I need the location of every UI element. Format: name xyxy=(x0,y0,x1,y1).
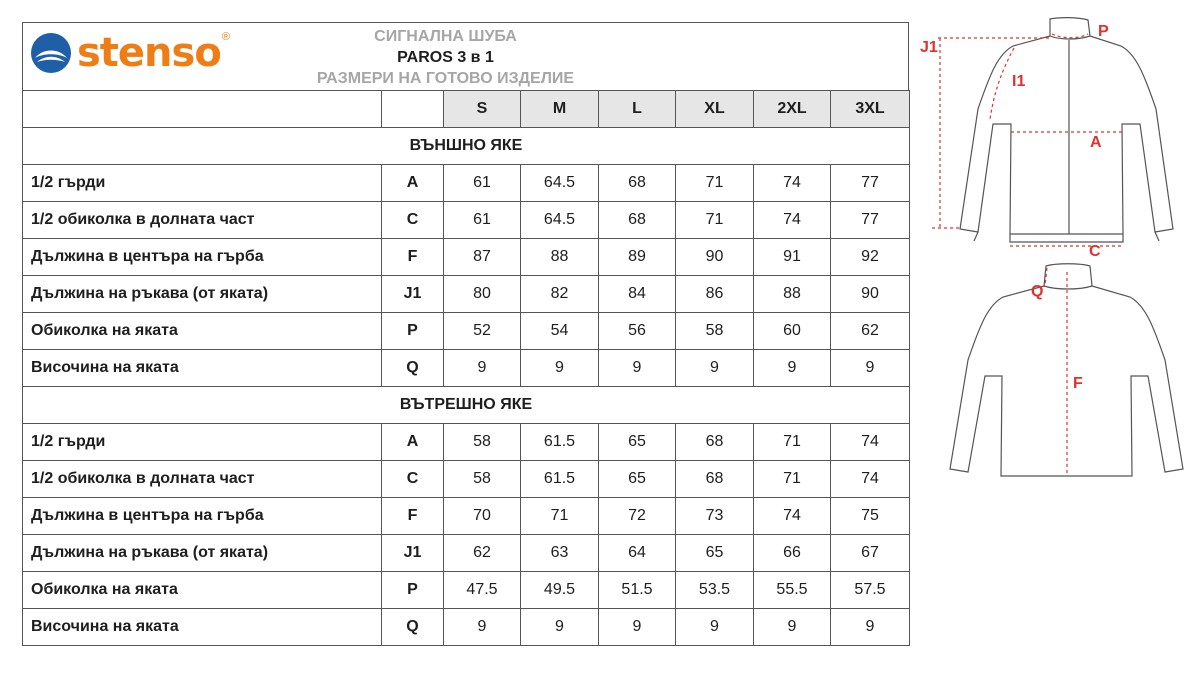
measurement-value: 58 xyxy=(444,461,521,498)
measurement-value: 53.5 xyxy=(676,572,754,609)
empty-code-cell xyxy=(382,91,444,128)
product-type: СИГНАЛНА ШУБА xyxy=(374,28,517,45)
size-l: L xyxy=(599,91,676,128)
measurement-value: 68 xyxy=(676,461,754,498)
section-header-row xyxy=(23,387,910,424)
jacket-outline-drawing xyxy=(918,14,1188,484)
measurement-value: 71 xyxy=(754,424,831,461)
measurement-row xyxy=(23,572,910,609)
measurement-value: 55.5 xyxy=(754,572,831,609)
measurement-value: 9 xyxy=(599,609,676,646)
measurement-label: Дължина в центъра на гърба xyxy=(23,239,382,276)
measurement-value: 49.5 xyxy=(521,572,599,609)
measurement-value: 58 xyxy=(676,313,754,350)
measurement-value: 9 xyxy=(831,609,910,646)
measurement-value: 64.5 xyxy=(521,202,599,239)
measurement-value: 62 xyxy=(831,313,910,350)
label-j1: J1 xyxy=(920,39,938,56)
measurement-value: 68 xyxy=(599,165,676,202)
label-f: F xyxy=(1073,375,1083,392)
measurement-row xyxy=(23,609,910,646)
measurement-label: Дължина на ръкава (от яката) xyxy=(23,535,382,572)
measurement-value: 64 xyxy=(599,535,676,572)
measurement-value: 54 xyxy=(521,313,599,350)
measurement-code: F xyxy=(382,239,444,276)
measurement-label: Дължина в центъра на гърба xyxy=(23,498,382,535)
measurement-row xyxy=(23,461,910,498)
measurement-value: 9 xyxy=(754,350,831,387)
measurement-row xyxy=(23,313,910,350)
measurement-value: 65 xyxy=(599,461,676,498)
size-s: S xyxy=(444,91,521,128)
size-m: M xyxy=(521,91,599,128)
measurement-value: 62 xyxy=(444,535,521,572)
measurement-value: 52 xyxy=(444,313,521,350)
section-title: ВЪТРЕШНО ЯКЕ xyxy=(23,387,910,424)
measurement-label: 1/2 гърди xyxy=(23,165,382,202)
measurement-value: 64.5 xyxy=(521,165,599,202)
label-a: A xyxy=(1090,134,1102,151)
product-name: PAROS 3 в 1 xyxy=(397,49,494,66)
measurement-value: 71 xyxy=(521,498,599,535)
measurement-value: 77 xyxy=(831,165,910,202)
measurement-value: 74 xyxy=(831,461,910,498)
measurement-value: 9 xyxy=(521,609,599,646)
measurement-label: Обиколка на яката xyxy=(23,313,382,350)
measurement-code: J1 xyxy=(382,276,444,313)
measurement-value: 92 xyxy=(831,239,910,276)
measurement-code: F xyxy=(382,498,444,535)
measurement-value: 87 xyxy=(444,239,521,276)
label-q: Q xyxy=(1031,283,1044,300)
measurement-row xyxy=(23,202,910,239)
measurement-value: 58 xyxy=(444,424,521,461)
measurement-code: Q xyxy=(382,350,444,387)
measurement-value: 90 xyxy=(676,239,754,276)
measurement-value: 74 xyxy=(754,498,831,535)
measurement-value: 9 xyxy=(676,350,754,387)
measurement-code: J1 xyxy=(382,535,444,572)
measurement-row xyxy=(23,350,910,387)
measurement-row xyxy=(23,165,910,202)
measurement-value: 91 xyxy=(754,239,831,276)
measurement-code: C xyxy=(382,202,444,239)
measurement-value: 56 xyxy=(599,313,676,350)
measurement-value: 67 xyxy=(831,535,910,572)
measurement-code: A xyxy=(382,165,444,202)
measurement-value: 9 xyxy=(521,350,599,387)
label-i1: I1 xyxy=(1012,73,1026,90)
measurement-value: 9 xyxy=(676,609,754,646)
measurement-value: 88 xyxy=(754,276,831,313)
measurement-label: 1/2 гърди xyxy=(23,424,382,461)
stenso-logo-icon xyxy=(29,31,73,75)
measurement-value: 88 xyxy=(521,239,599,276)
measurement-code: P xyxy=(382,313,444,350)
measurement-code: C xyxy=(382,461,444,498)
measurement-row xyxy=(23,424,910,461)
measurement-value: 70 xyxy=(444,498,521,535)
measurement-value: 61 xyxy=(444,165,521,202)
brand-registered-mark: ® xyxy=(221,31,230,43)
measurement-row xyxy=(23,535,910,572)
measurement-value: 65 xyxy=(599,424,676,461)
measurement-value: 9 xyxy=(444,609,521,646)
measurement-value: 66 xyxy=(754,535,831,572)
measurement-value: 63 xyxy=(521,535,599,572)
brand-logo xyxy=(29,31,230,75)
measurement-value: 68 xyxy=(676,424,754,461)
measurement-value: 72 xyxy=(599,498,676,535)
measurement-value: 57.5 xyxy=(831,572,910,609)
measurement-value: 71 xyxy=(676,202,754,239)
label-c: C xyxy=(1089,243,1101,260)
measurement-value: 65 xyxy=(676,535,754,572)
measurement-value: 68 xyxy=(599,202,676,239)
measurement-label: Дължина на ръкава (от яката) xyxy=(23,276,382,313)
size-2xl: 2XL xyxy=(754,91,831,128)
measurement-value: 73 xyxy=(676,498,754,535)
measurement-value: 61.5 xyxy=(521,424,599,461)
measurements-table xyxy=(22,90,910,646)
chart-subtitle: РАЗМЕРИ НА ГОТОВО ИЗДЕЛИЕ xyxy=(316,70,575,87)
measurement-value: 61 xyxy=(444,202,521,239)
label-p: P xyxy=(1098,23,1109,40)
measurement-value: 86 xyxy=(676,276,754,313)
measurement-row xyxy=(23,239,910,276)
measurement-value: 84 xyxy=(599,276,676,313)
measurement-value: 90 xyxy=(831,276,910,313)
measurement-value: 9 xyxy=(831,350,910,387)
measurement-value: 89 xyxy=(599,239,676,276)
brand-name: stenso xyxy=(77,30,221,76)
measurement-row xyxy=(23,498,910,535)
measurement-value: 77 xyxy=(831,202,910,239)
measurement-value: 9 xyxy=(444,350,521,387)
measurement-value: 74 xyxy=(754,202,831,239)
measurement-value: 60 xyxy=(754,313,831,350)
measurement-label: Височина на яката xyxy=(23,609,382,646)
section-header-row xyxy=(23,128,910,165)
measurement-value: 9 xyxy=(599,350,676,387)
measurement-value: 80 xyxy=(444,276,521,313)
size-header-row xyxy=(23,91,910,128)
chart-titles xyxy=(263,26,628,89)
measurement-value: 82 xyxy=(521,276,599,313)
measurement-code: P xyxy=(382,572,444,609)
measurement-value: 61.5 xyxy=(521,461,599,498)
measurement-label: 1/2 обиколка в долната част xyxy=(23,461,382,498)
measurement-code: A xyxy=(382,424,444,461)
size-3xl: 3XL xyxy=(831,91,910,128)
size-chart xyxy=(22,22,909,646)
measurement-value: 74 xyxy=(754,165,831,202)
measurement-label: Височина на яката xyxy=(23,350,382,387)
measurement-value: 9 xyxy=(754,609,831,646)
empty-header-cell xyxy=(23,91,382,128)
size-xl: XL xyxy=(676,91,754,128)
measurement-value: 74 xyxy=(831,424,910,461)
measurement-value: 71 xyxy=(754,461,831,498)
measurement-label: Обиколка на яката xyxy=(23,572,382,609)
chart-header xyxy=(22,22,909,90)
measurement-value: 75 xyxy=(831,498,910,535)
measurement-label: 1/2 обиколка в долната част xyxy=(23,202,382,239)
measurement-value: 47.5 xyxy=(444,572,521,609)
measurement-value: 71 xyxy=(676,165,754,202)
measurement-code: Q xyxy=(382,609,444,646)
garment-diagrams xyxy=(918,14,1188,484)
measurement-value: 51.5 xyxy=(599,572,676,609)
section-title: ВЪНШНО ЯКЕ xyxy=(23,128,910,165)
measurement-row xyxy=(23,276,910,313)
